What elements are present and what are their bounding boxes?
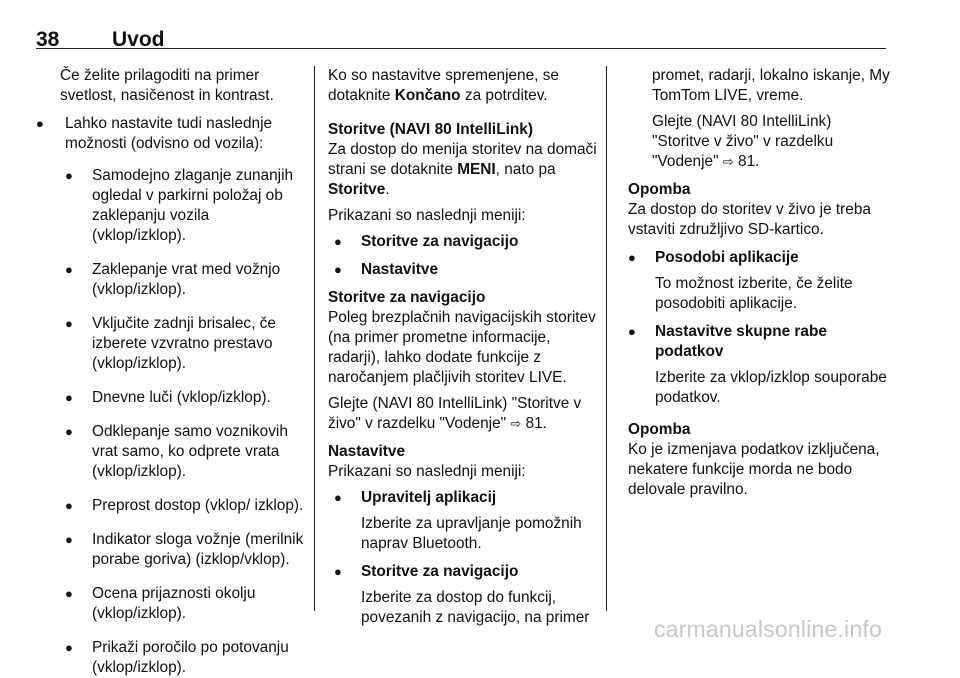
bullet-icon: ● (628, 250, 636, 265)
bullet-icon: ● (65, 424, 73, 439)
bullet-icon: ● (334, 490, 342, 505)
note-text: Ko je izmenjava podatkov izključena, nekatere funkcije morda ne bodo delovale pravilno. (628, 441, 880, 498)
settings-item-title: Storitve za navigacijo (361, 563, 519, 580)
text-run: 81. (521, 415, 547, 432)
settings-list-item (628, 248, 890, 314)
services-label: Storitve (328, 181, 386, 198)
text-run: Ko so nastavitve spremenjene, se dotaknite (328, 67, 559, 104)
paragraph: Prikazani so naslednji meniji: (328, 463, 526, 480)
sub-list-item-text: Prikaži poročilo po potovanju (vklop/izklop). (92, 639, 289, 676)
bullet-icon: ● (65, 586, 73, 601)
sub-list-item (65, 530, 306, 570)
menu-list-item (334, 232, 600, 252)
watermark: carmanualsonline.info (654, 616, 882, 642)
bullet-icon: ● (36, 116, 44, 131)
paragraph (328, 140, 600, 200)
page-header (36, 27, 886, 53)
bullet-icon: ● (65, 316, 73, 331)
sub-list-item-text: Vključite zadnji brisalec, če izberete vzvratno prestavo (vklop/izklop). (92, 315, 276, 372)
sub-list-item-text: Samodejno zlaganje zunanjih ogledal v parkirni položaj ob zaklepanju vozila (vklop/izklop). (92, 167, 294, 244)
column-3 (628, 66, 890, 500)
sub-list-item (65, 314, 306, 374)
paragraph (328, 394, 600, 434)
text-run: Glejte (NAVI 80 IntelliLink) "Storitve v živo" v razdelku "Vodenje" (652, 113, 834, 170)
paragraph (628, 112, 890, 172)
column-1 (36, 66, 306, 678)
column-divider-1 (314, 66, 315, 611)
column-divider-2 (606, 66, 607, 611)
list-item (36, 114, 306, 154)
settings-item-text: To možnost izberite, če želite posodobiti aplikacije. (655, 275, 853, 312)
done-label: Končano (394, 87, 461, 104)
page-ref-arrow-icon: ⇨ (722, 154, 734, 169)
menu-list-item (334, 260, 600, 280)
sub-list-item (65, 166, 306, 246)
settings-item-text: Izberite za dostop do funkcij, povezanih z navigacijo, na primer (361, 589, 590, 626)
bullet-icon: ● (334, 262, 342, 277)
menu-label: MENI (457, 161, 496, 178)
sub-list-item-text: Odklepanje samo voznikovih vrat samo, ko odprete vrata (vklop/izklop). (92, 423, 288, 480)
section-heading: Storitve (NAVI 80 IntelliLink) (328, 121, 533, 138)
intro-text: Če želite prilagoditi na primer svetlost, nasičenost in kontrast. (60, 67, 274, 104)
bullet-icon: ● (65, 390, 73, 405)
bullet-icon: ● (65, 640, 73, 655)
sub-list-item (65, 584, 306, 624)
sub-list-item (65, 422, 306, 482)
list-item-text: Lahko nastavite tudi naslednje možnosti (odvisno od vozila): (65, 115, 273, 152)
section-heading: Storitve za navigacijo (328, 289, 486, 306)
note-heading: Opomba (628, 421, 691, 438)
column-2 (328, 66, 600, 628)
menu-list-item-label: Nastavitve (361, 261, 438, 278)
settings-list-item (628, 322, 890, 408)
settings-item-title: Nastavitve skupne rabe podatkov (655, 323, 827, 360)
bullet-icon: ● (65, 168, 73, 183)
paragraph (328, 66, 600, 106)
note-text: Za dostop do storitev v živo je treba vstaviti združljivo SD-kartico. (628, 201, 871, 238)
bullet-icon: ● (65, 262, 73, 277)
settings-list-item (334, 488, 600, 554)
header-rule (36, 48, 886, 49)
sub-list-item (65, 260, 306, 300)
paragraph: Poleg brezplačnih navigacijskih storitev (na primer prometne informacije, radarji), lahko dodate funkcije z naročanjem plačljivih storitev LIVE. (328, 309, 596, 386)
text-run: za potrditev. (460, 87, 548, 104)
sub-list-item (65, 638, 306, 678)
bullet-icon: ● (334, 564, 342, 579)
paragraph: Prikazani so naslednji meniji: (328, 207, 526, 224)
sub-list-item (65, 388, 306, 408)
text-run: Glejte (NAVI 80 IntelliLink) "Storitve v živo" v razdelku "Vodenje" (328, 395, 582, 432)
section-heading: Nastavitve (328, 443, 405, 460)
text-run: 81. (733, 153, 760, 170)
settings-item-text: Izberite za vklop/izklop souporabe podatkov. (655, 369, 887, 406)
sub-list-item-text: Ocena prijaznosti okolju (vklop/izklop). (92, 585, 256, 622)
bullet-icon: ● (65, 532, 73, 547)
bullet-icon: ● (334, 234, 342, 249)
continued-text: promet, radarji, lokalno iskanje, My TomTom LIVE, vreme. (652, 67, 890, 104)
sub-list-item-text: Indikator sloga vožnje (merilnik porabe goriva) (izklop/vklop). (92, 531, 304, 568)
settings-list-item (334, 562, 600, 628)
sub-list (65, 166, 306, 678)
sub-list-item-text: Zaklepanje vrat med vožnjo (vklop/izklop). (92, 261, 281, 298)
sub-list-item-text: Dnevne luči (vklop/izklop). (92, 389, 271, 406)
bullet-icon: ● (628, 324, 636, 339)
text-run: Za dostop do menija storitev na domači strani se dotaknite (328, 141, 597, 178)
chapter-title: Uvod (112, 28, 165, 51)
settings-item-title: Upravitelj aplikacij (361, 489, 497, 506)
settings-item-title: Posodobi aplikacije (655, 249, 799, 266)
page-ref-arrow-icon: ⇨ (510, 416, 522, 431)
menu-list-item-label: Storitve za navigacijo (361, 233, 519, 250)
text-run: , nato pa (495, 161, 556, 178)
text-run: . (385, 181, 390, 198)
note-heading: Opomba (628, 181, 691, 198)
sub-list-item-text: Preprost dostop (vklop/ izklop). (92, 497, 304, 514)
bullet-icon: ● (65, 498, 73, 513)
settings-item-text: Izberite za upravljanje pomožnih naprav Bluetooth. (361, 515, 582, 552)
sub-list-item (65, 496, 306, 516)
page-number: 38 (36, 28, 60, 51)
